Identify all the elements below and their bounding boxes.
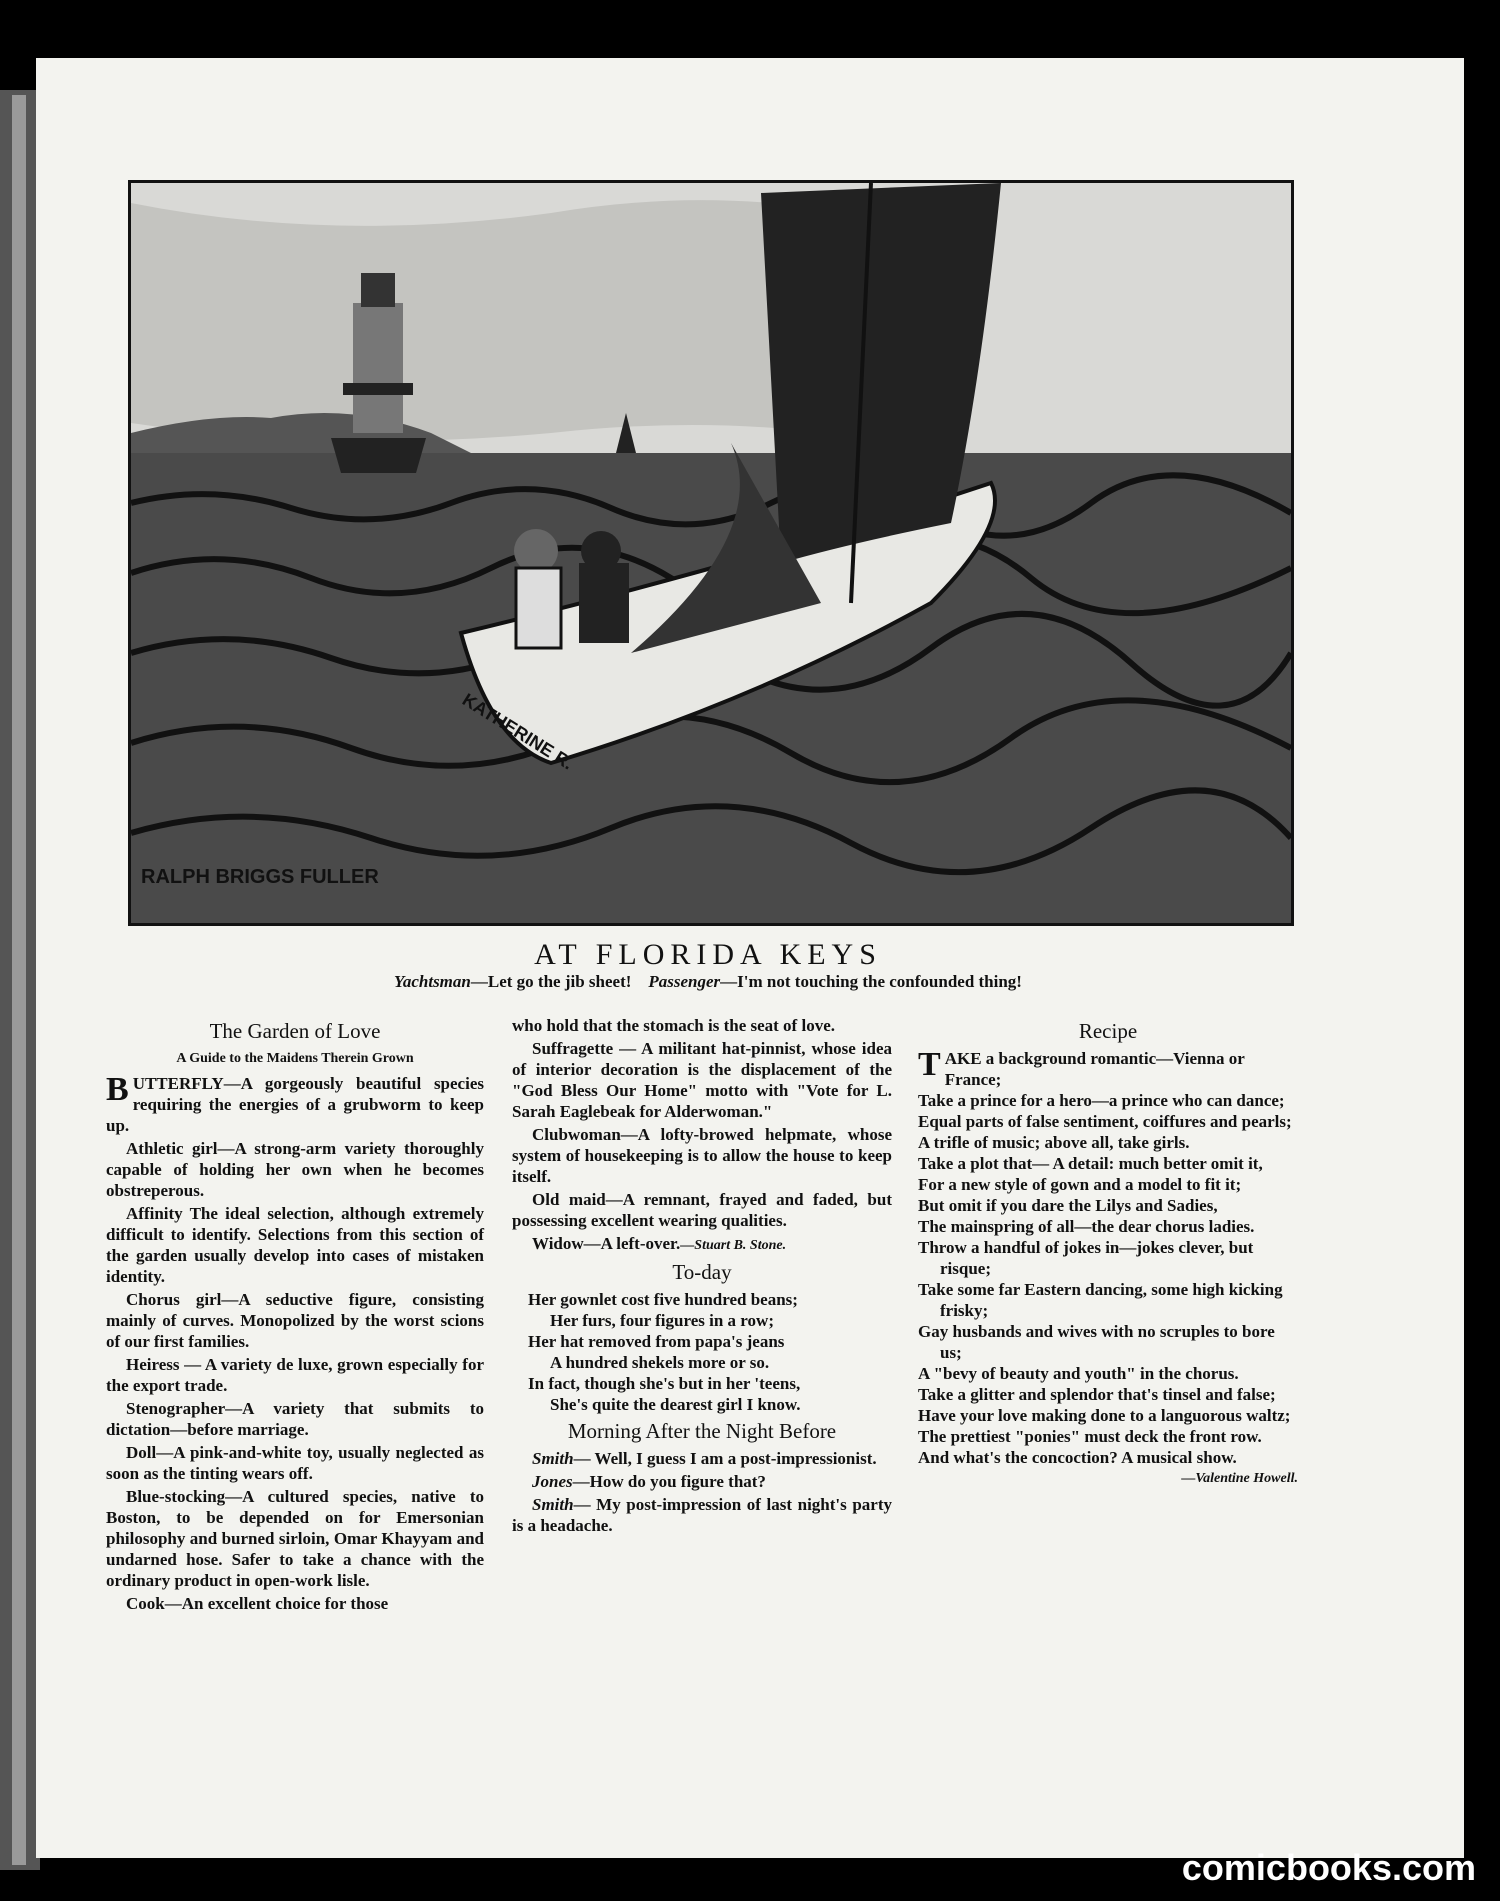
garden-heading: The Garden of Love — [209, 1019, 381, 1043]
sailboat-illustration — [128, 180, 1294, 926]
garden-paragraph: Affinity The ideal selection, although extremely difficult to identify. Selections from this section of the garden usually develop into cases of mistaken identity. — [106, 1204, 484, 1286]
recipe-line — [918, 1048, 1298, 1090]
dialogue-line — [512, 1471, 892, 1492]
dialogue-text: — My post-impression of last night's party is a headache. — [512, 1495, 892, 1535]
column-1 — [106, 1015, 484, 1616]
caption-speaker-1: Yachtsman — [394, 972, 471, 991]
caption-line-2: —I'm not touching the confounded thing! — [720, 972, 1022, 991]
recipe-line: The prettiest "ponies" must deck the front row. — [918, 1427, 1262, 1446]
garden-author: —Stuart B. Stone. — [680, 1238, 787, 1253]
garden-subheading: A Guide to the Maidens Therein Grown — [176, 1051, 414, 1066]
recipe-line: For a new style of gown and a model to fit it; — [918, 1175, 1242, 1194]
column-2 — [512, 1015, 892, 1538]
boat-name-label: KATHERINE R. — [458, 689, 577, 774]
dialogue-line — [512, 1448, 892, 1469]
artist-signature: RALPH BRIGGS FULLER — [141, 866, 379, 888]
morning-heading: Morning After the Night Before — [567, 1419, 837, 1443]
recipe-author: —Valentine Howell. — [1181, 1471, 1298, 1486]
garden-paragraph: Blue-stocking—A cultured species, native to Boston, to be depended on for Emersonian philosophy and burned sirloin, Omar Khayyam and undarned hose. Safer to take a chance with the ordinary product in open-work lisle. — [106, 1487, 484, 1590]
recipe-line: And what's the concoction? A musical show. — [918, 1448, 1237, 1467]
poem-line: A hundred shekels more or so. — [550, 1353, 770, 1372]
poem-line: She's quite the dearest girl I know. — [550, 1395, 801, 1414]
garden-paragraph: Athletic girl—A strong-arm variety thoroughly capable of holding her own when he becomes obstreperous. — [106, 1139, 484, 1200]
recipe-heading: Recipe — [1078, 1019, 1138, 1043]
dialogue-text: — Well, I guess I am a post-impressionist. — [573, 1449, 877, 1468]
recipe-line: But omit if you dare the Lilys and Sadies, — [918, 1196, 1218, 1215]
garden-paragraph: Clubwoman—A lofty-browed helpmate, whose system of housekeeping is to allow the house to keep itself. — [512, 1125, 892, 1186]
recipe-poem — [918, 1048, 1298, 1468]
garden-paragraph: Heiress — A variety de luxe, grown especially for the export trade. — [106, 1355, 484, 1395]
scan-binding-highlight — [12, 95, 26, 1865]
recipe-line: Gay husbands and wives with no scruples to bore us; — [918, 1322, 1275, 1362]
garden-last-text: Widow—A left-over. — [532, 1234, 681, 1253]
garden-paragraph: Chorus girl—A seductive figure, consisting mainly of curves. Monopolized by the worst scions of our first families. — [106, 1290, 484, 1351]
recipe-first-text: AKE a background romantic—Vienna or France; — [944, 1049, 1245, 1089]
speaker: Smith — [532, 1449, 574, 1468]
poem-line: Her gownlet cost five hundred beans; — [528, 1290, 798, 1309]
drop-cap: T — [918, 1046, 941, 1083]
recipe-line: The mainspring of all—the dear chorus ladies. — [918, 1217, 1255, 1236]
caption-line-1: —Let go the jib sheet! — [470, 972, 632, 991]
column-3 — [918, 1015, 1298, 1489]
recipe-line: Take a glitter and splendor that's tinsel and false; — [918, 1385, 1276, 1404]
garden-paragraph — [106, 1073, 484, 1136]
garden-paragraph: Doll—A pink-and-white toy, usually neglected as soon as the tinting wears off. — [106, 1443, 484, 1483]
recipe-line: Take some far Eastern dancing, some high kicking frisky; — [918, 1280, 1283, 1320]
recipe-line: Have your love making done to a languorous waltz; — [918, 1406, 1291, 1425]
recipe-line: Take a plot that— A detail: much better omit it, — [918, 1154, 1263, 1173]
garden-paragraph — [512, 1233, 892, 1256]
garden-paragraph: Stenographer—A variety that submits to dictation—before marriage. — [106, 1399, 484, 1439]
poem-line: Her hat removed from papa's jeans — [528, 1332, 785, 1351]
site-watermark: comicbooks.com — [1181, 1847, 1476, 1888]
illustration-caption — [128, 972, 1288, 992]
illustration-title: AT FLORIDA KEYS — [534, 938, 882, 971]
poem-line: Her furs, four figures in a row; — [550, 1311, 774, 1330]
dialogue-line — [512, 1494, 892, 1536]
garden-paragraph: Cook—An excellent choice for those — [126, 1594, 389, 1613]
garden-paragraph: Suffragette — A militant hat-pinnist, whose idea of interior decoration is the displacement of the "God Bless Our Home" motto with "Vote for L. Sarah Eaglebeak for Alderwoman." — [512, 1039, 892, 1121]
poem-line: In fact, though she's but in her 'teens, — [528, 1374, 801, 1393]
drop-cap: B — [106, 1071, 129, 1108]
today-poem — [512, 1289, 892, 1415]
recipe-line: Equal parts of false sentiment, coiffures and pearls; — [918, 1112, 1292, 1131]
caption-speaker-2: Passenger — [648, 972, 721, 991]
garden-paragraph: Old maid—A remnant, frayed and faded, but possessing excellent wearing qualities. — [512, 1190, 892, 1230]
today-heading: To-day — [672, 1260, 732, 1284]
dialogue-text: —How do you figure that? — [572, 1472, 766, 1491]
garden-first-text: UTTERFLY—A gorgeously beautiful species requiring the energies of a grubworm to keep up. — [106, 1074, 484, 1135]
speaker: Smith — [532, 1495, 574, 1514]
garden-paragraph: who hold that the stomach is the seat of love. — [512, 1016, 835, 1035]
recipe-line: A trifle of music; above all, take girls. — [918, 1133, 1190, 1152]
recipe-line: A "bevy of beauty and youth" in the chorus. — [918, 1364, 1239, 1383]
speaker: Jones — [532, 1472, 573, 1491]
recipe-line: Throw a handful of jokes in—jokes clever, but risque; — [918, 1238, 1254, 1278]
recipe-line: Take a prince for a hero—a prince who can dance; — [918, 1091, 1285, 1110]
